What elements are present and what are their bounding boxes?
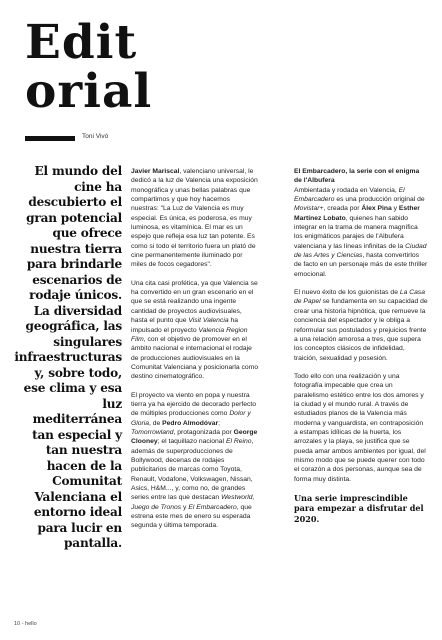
text-run: , con el objetivo de promover en el ámbito nacional e internacional el rodaje de producciones audiovisuales en la Comunitat Valenciana y posicionarla como destino cinematográfico. — [131, 335, 259, 381]
text-run: , quienes han sabido integrar en la trama de manera magnífica los enigmáticos parajes de l'Albufera valenciana y las líneas infinitas de la — [294, 214, 418, 250]
bold-run: Javier Mariscal — [131, 168, 180, 175]
italic-run: Westworld, Juego de Tronos — [131, 494, 255, 511]
bold-run: Álex Pina — [361, 205, 392, 213]
col2-paragraph-1 — [294, 186, 428, 279]
italic-run: Movistar+ — [294, 205, 324, 213]
text-run: , hasta convertirlos de facto en un personaje más de este thriller emocional. — [294, 252, 428, 278]
bold-run: George Clooney — [131, 428, 258, 446]
text-run: , creada por — [323, 205, 362, 213]
text-run: El proyecto va viento en popa y nuestra tierra ya ha ejercido de decorado perfecto de múltiples producciones como — [131, 391, 256, 418]
text-run: ; — [218, 419, 221, 427]
italic-run: El Reino — [225, 438, 252, 446]
text-run: ; el taquillazo nacional — [157, 438, 226, 446]
text-run: , de — [149, 419, 163, 427]
section-heading: El Embarcadero, la serie con el enigma de l'Albufera — [294, 168, 420, 185]
text-run: Una cita casi profética, ya que Valencia se ha convertido en un gran escenario en el que se está realizando una ingente cantidad de proyectos audiovisuales, hasta el punto que — [131, 279, 258, 325]
text-run: es una producción original de — [334, 196, 425, 204]
page-footer: 10 - hello — [14, 621, 37, 627]
text-run: , que estrena este mes de enero su esperada segunda y última temporada. — [131, 503, 252, 530]
bold-run: Esther Martínez Lobato — [294, 205, 420, 222]
italic-run: El Embarcadero — [188, 503, 237, 511]
title-rule — [25, 136, 75, 141]
italic-run: Visit Valencia — [188, 317, 229, 325]
text-run: , valenciano universal, le dedicó a la luz de Valencia una exposición monográfica y unas bellas palabras que compartimos y que hoy hacemos nuestras: "La Luz de Valencia es muy especial. Es única, es poderosa, es muy luminosa, es vitamínica. El mar es un espejo que refleja esa luz tan potente. Es como si todo el territorio fuera un plató de cine permanentemente iluminado por miles de focos cegadores". — [131, 168, 258, 269]
italic-run: Ciudad de las Artes y Ciencias — [294, 242, 427, 260]
text-run: Ambientada y rodada en Valencia, — [294, 186, 399, 194]
text-run: y — [181, 503, 189, 511]
page-title — [25, 15, 153, 119]
italic-run: Dolor y Gloria — [131, 410, 251, 427]
author-name: Toni Vivó — [82, 133, 109, 140]
col1-paragraph-1 — [131, 167, 259, 270]
text-run: , protagonizada por — [173, 428, 234, 436]
col1-paragraph-3 — [131, 391, 259, 531]
title-line-2: orial — [25, 64, 153, 119]
italic-run: La Casa de Papel — [294, 289, 425, 306]
italic-run: Tomorrowland — [131, 428, 174, 436]
text-run: El nuevo éxito de los guionistas de — [294, 289, 400, 297]
col2-paragraph-2 — [294, 288, 428, 363]
closing-statement: Una serie imprescindible para empezar a disfrutar del 2020. — [294, 493, 424, 524]
italic-run: Valencia Region Film — [131, 326, 248, 343]
col2-paragraph-3 — [294, 372, 428, 484]
text-run: , además de superproducciones de Bollywood, decenas de rodajes publicitarios de marcas como Toyota, Renault, Vodafone, Volkswagen, Nissan, Asics, H&M..., y, como no, de grandes series entre las que destacan — [131, 438, 254, 502]
text-run: se fundamenta en su capacidad de crear una historia hipnótica, que remueve la conciencia del espectador y le obliga a reformular sus postulados y prejuicios frente a una relación amorosa a tres, que supera los conceptos clásicos de infidelidad, traición, sexualidad y posesión. — [294, 298, 428, 362]
text-run: ha impulsado el proyecto — [131, 317, 238, 334]
column-2 — [294, 167, 428, 524]
column-1 — [131, 167, 259, 540]
pull-quote: El mundo del cine ha descubierto el gran potencial que ofrece nuestra tierra para brindarle escenarios de rodaje únicos. La diversidad geográfica, las singulares infraestructuras y, sobre todo, ese clima y esa luz mediterránea tan especial y tan nuestra hacen de la Comunitat Valenciana el entorno ideal para lucir en pantalla. — [14, 164, 122, 550]
title-line-1: Edit — [25, 15, 138, 70]
col1-paragraph-2 — [131, 279, 259, 382]
bold-run: Pedro Almodóvar — [162, 419, 219, 427]
text-run: y — [391, 205, 399, 213]
text-run: Todo ello con una realización y una fotografía impecable que crea un paralelismo estético entre los dos amores y la ciudad y el mundo rural. A través de estudiados planos de la Valencia más moderna y vanguardista, en contraposición a estampas idílicas de la huerta, los arrozales y la playa, se justifica que se pueda amar ambos ambientes por igual, del mismo modo que se puede querer con todo el corazón a dos personas, aunque sea de forma muy distinta. — [294, 372, 426, 483]
italic-run: El Embarcadero — [294, 186, 405, 204]
